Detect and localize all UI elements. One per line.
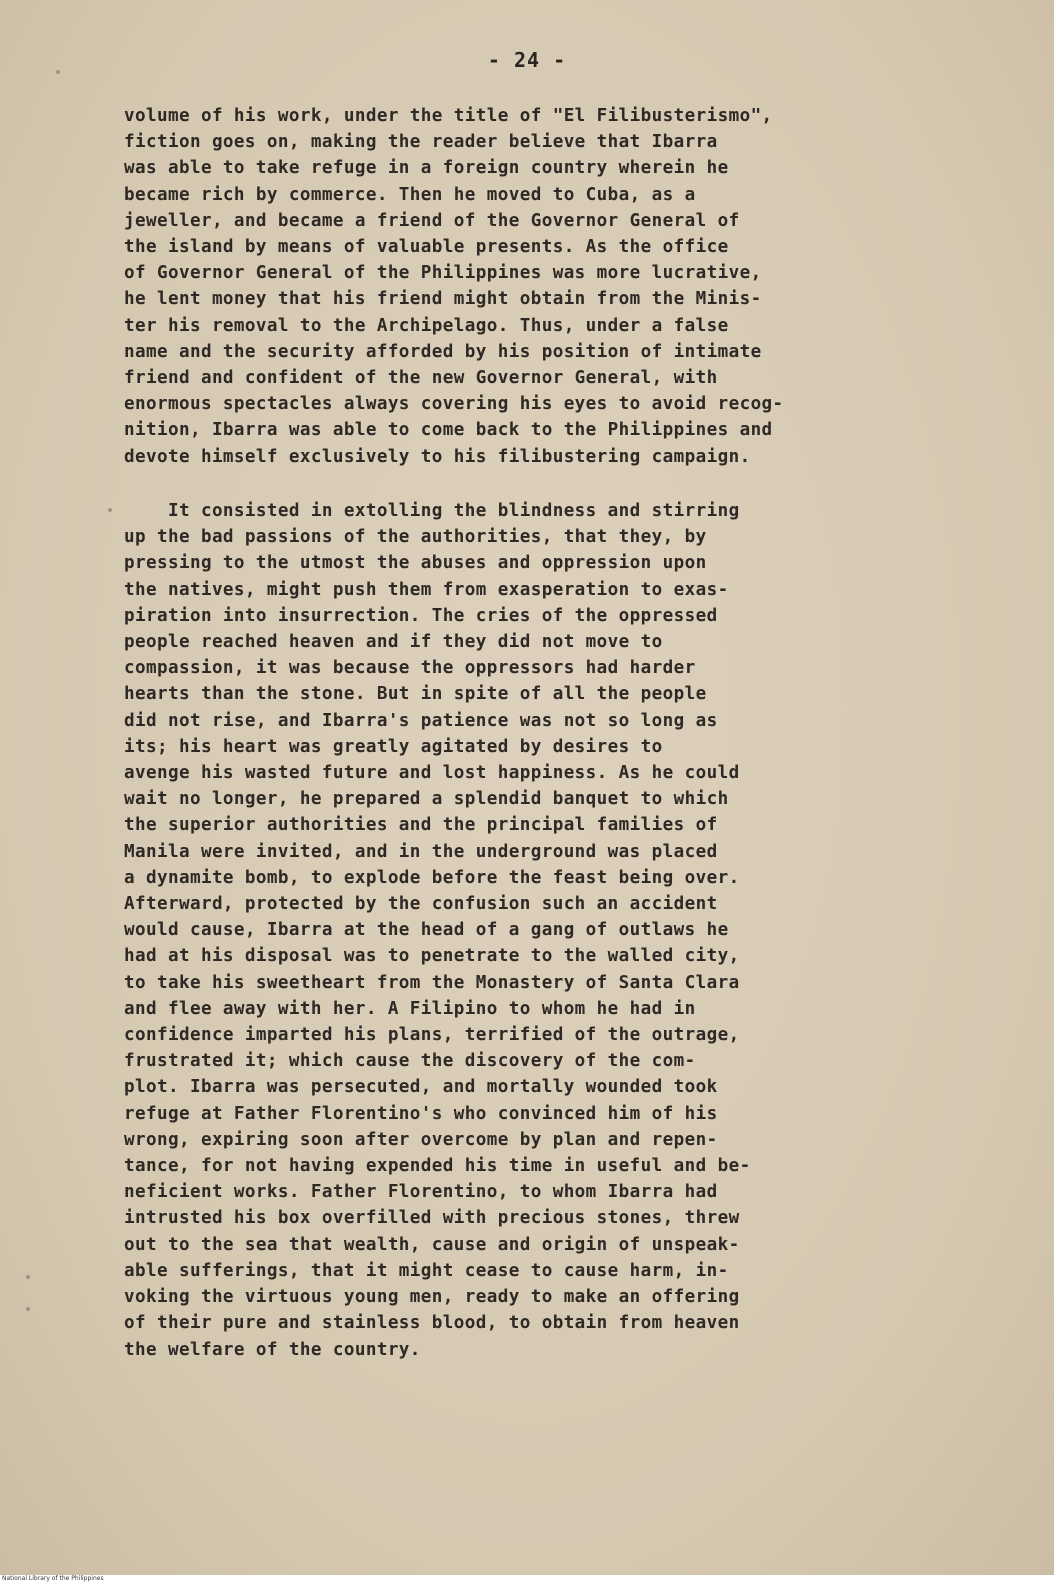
text-line: had at his disposal was to penetrate to the walled city, <box>124 946 740 967</box>
text-line: would cause, Ibarra at the head of a gang of outlaws he <box>124 920 729 941</box>
text-line: was able to take refuge in a foreign country wherein he <box>124 158 729 179</box>
text-line: piration into insurrection. The cries of the oppressed <box>124 605 718 626</box>
text-line: of their pure and stainless blood, to obtain from heaven <box>124 1313 740 1334</box>
paragraph-2 <box>124 498 924 1363</box>
text-line: the island by means of valuable presents. As the office <box>124 237 729 258</box>
text-line: ter his removal to the Archipelago. Thus, under a false <box>124 315 729 336</box>
text-line: out to the sea that wealth, cause and origin of unspeak- <box>124 1234 740 1255</box>
text-line: It consisted in extolling the blindness and stirring <box>124 501 740 521</box>
text-line: hearts than the stone. But in spite of all the people <box>124 684 707 705</box>
text-line: the superior authorities and the principal families of <box>124 815 718 836</box>
text-line: the welfare of the country. <box>124 1339 421 1360</box>
paragraph-1 <box>124 103 924 470</box>
text-line: people reached heaven and if they did not move to <box>124 632 663 653</box>
text-line: confidence imparted his plans, terrified of the outrage, <box>124 1025 740 1046</box>
text-line: to take his sweetheart from the Monastery of Santa Clara <box>124 972 740 993</box>
text-line: frustrated it; which cause the discovery of the com- <box>124 1051 696 1072</box>
text-line: name and the security afforded by his position of intimate <box>124 341 762 362</box>
paper-speck <box>108 508 112 512</box>
text-line: enormous spectacles always covering his eyes to avoid recog- <box>124 394 784 415</box>
page-number: - 24 - <box>487 48 567 72</box>
text-line: Afterward, protected by the confusion such an accident <box>124 894 718 915</box>
text-line: jeweller, and became a friend of the Governor General of <box>124 210 740 231</box>
paper-speck <box>26 1275 30 1279</box>
text-line: wait no longer, he prepared a splendid banquet to which <box>124 789 729 810</box>
text-line: pressing to the utmost the abuses and oppression upon <box>124 553 707 574</box>
text-line: of Governor General of the Philippines was more lucrative, <box>124 263 762 284</box>
text-line: avenge his wasted future and lost happiness. As he could <box>124 763 740 784</box>
text-line: and flee away with her. A Filipino to whom he had in <box>124 998 696 1019</box>
text-line: did not rise, and Ibarra's patience was not so long as <box>124 710 718 731</box>
text-line: refuge at Father Florentino's who convinced him of his <box>124 1103 718 1124</box>
text-line: up the bad passions of the authorities, that they, by <box>124 527 707 548</box>
text-line: intrusted his box overfilled with precious stones, threw <box>124 1208 740 1229</box>
text-line: friend and confident of the new Governor General, with <box>124 368 718 389</box>
text-line: voking the virtuous young men, ready to make an offering <box>124 1287 740 1308</box>
text-line: a dynamite bomb, to explode before the feast being over. <box>124 867 740 888</box>
text-line: became rich by commerce. Then he moved to Cuba, as a <box>124 184 696 205</box>
library-footer: National Library of the Philippines <box>0 1575 1054 1583</box>
text-line: volume of his work, under the title of "El Filibusterismo", <box>124 106 773 126</box>
text-line: the natives, might push them from exasperation to exas- <box>124 579 729 600</box>
text-line: wrong, expiring soon after overcome by plan and repen- <box>124 1129 718 1150</box>
text-line: tance, for not having expended his time in useful and be- <box>124 1156 751 1177</box>
text-line: compassion, it was because the oppressors had harder <box>124 658 696 679</box>
text-line: Manila were invited, and in the underground was placed <box>124 841 718 862</box>
text-line: neficient works. Father Florentino, to whom Ibarra had <box>124 1182 718 1203</box>
text-line: able sufferings, that it might cease to cause harm, in- <box>124 1260 729 1281</box>
text-line: fiction goes on, making the reader believe that Ibarra <box>124 132 718 153</box>
paper-speck <box>26 1307 30 1311</box>
text-line: nition, Ibarra was able to come back to the Philippines and <box>124 420 773 441</box>
text-line: its; his heart was greatly agitated by desires to <box>124 736 663 757</box>
text-line: devote himself exclusively to his filibustering campaign. <box>124 446 751 467</box>
text-line: plot. Ibarra was persecuted, and mortally wounded took <box>124 1077 718 1098</box>
text-line: he lent money that his friend might obtain from the Minis- <box>124 289 762 310</box>
